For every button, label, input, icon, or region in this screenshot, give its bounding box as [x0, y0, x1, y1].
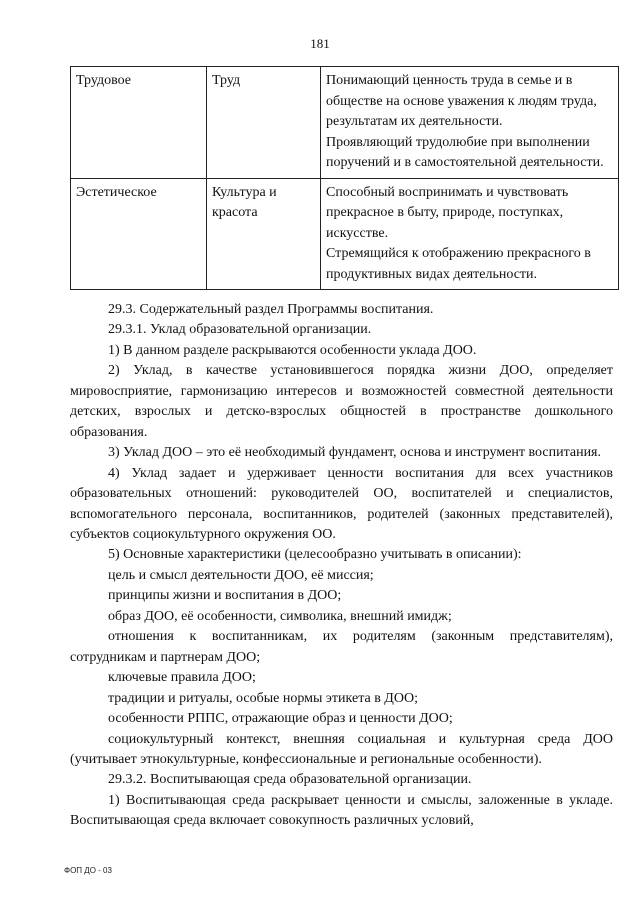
description-line: Способный воспринимать и чувствовать прекрасное в быту, природе, поступках, искусстве. — [326, 184, 569, 241]
subsection-heading: 29.3.1. Уклад образовательной организации. — [108, 322, 372, 338]
paragraph: 5) Основные характеристики (целесообразно учитывать в описании): — [108, 547, 522, 563]
body-text — [70, 300, 613, 832]
direction-cell: Эстетическое — [71, 178, 207, 290]
paragraph: 4) Уклад задает и удерживает ценности воспитания для всех участников образовательных отношений: руководителей ОО, воспитателей и специалистов, вспомогательного персонала, воспитанников, родителей (законных представителей), субъектов социокультурного окружения ОО. — [70, 465, 613, 542]
list-item: образ ДОО, её особенности, символика, внешний имидж; — [108, 608, 452, 624]
paragraph: 1) Воспитывающая среда раскрывает ценности и смыслы, заложенные в укладе. Воспитывающая среда включает совокупность различных условий, — [70, 792, 613, 829]
list-item: традиции и ритуалы, особые нормы этикета в ДОО; — [108, 690, 418, 706]
footer-code: ФОП ДО - 03 — [64, 866, 112, 875]
list-item: принципы жизни и воспитания в ДОО; — [108, 588, 342, 604]
description-cell — [321, 178, 619, 290]
list-item: особенности РППС, отражающие образ и ценности ДОО; — [108, 711, 453, 727]
table-row — [71, 67, 619, 179]
table-row — [71, 178, 619, 290]
description-line: Понимающий ценность труда в семье и в обществе на основе уважения к людям труда, результатам их деятельности. — [326, 73, 597, 129]
list-item: ключевые правила ДОО; — [108, 670, 256, 686]
value-cell: Культура и красота — [207, 178, 321, 290]
paragraph: 2) Уклад, в качестве установившегося порядка жизни ДОО, определяет мировосприятие, гармонизацию интересов и возможностей совместной деятельности детских, взрослых и детско-взрослых общностей в пространстве дошкольного образования. — [70, 363, 613, 440]
paragraph: 1) В данном разделе раскрываются особенности уклада ДОО. — [108, 342, 477, 358]
description-line: Проявляющий трудолюбие при выполнении поручений и в самостоятельной деятельности. — [326, 134, 604, 170]
description-cell — [321, 67, 619, 179]
section-heading: 29.3. Содержательный раздел Программы воспитания. — [108, 302, 434, 317]
list-item: цель и смысл деятельности ДОО, её миссия; — [108, 567, 374, 583]
direction-cell: Трудовое — [71, 67, 207, 179]
value-cell: Труд — [207, 67, 321, 179]
list-item: социокультурный контекст, внешняя социальная и культурная среда ДОО (учитывает этнокультурные, конфессиональные и региональные особенности). — [70, 731, 613, 767]
subsection-heading: 29.3.2. Воспитывающая среда образовательной организации. — [108, 772, 472, 788]
values-table — [70, 66, 619, 290]
page-number: 181 — [310, 36, 330, 51]
description-line: Стремящийся к отображению прекрасного в продуктивных видах деятельности. — [326, 246, 591, 282]
paragraph: 3) Уклад ДОО – это её необходимый фундамент, основа и инструмент воспитания. — [108, 445, 602, 461]
list-item: отношения к воспитанникам, их родителям (законным представителям), сотрудникам и партнерам ДОО; — [70, 629, 613, 665]
